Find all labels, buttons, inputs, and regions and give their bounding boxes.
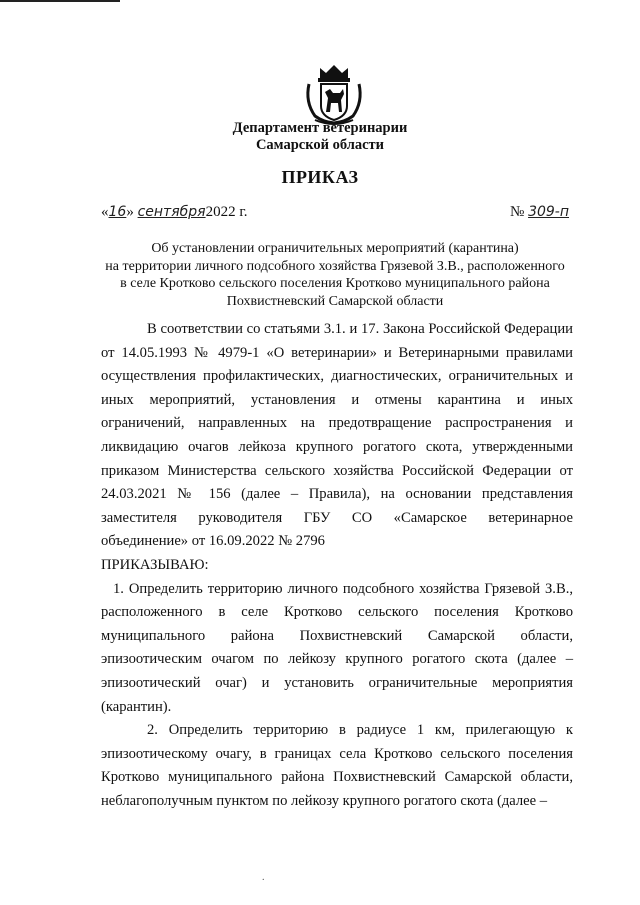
subject-line-1: Об установлении ограничительных мероприятий (карантина) — [151, 241, 519, 256]
subject-line-4: Похвистневский Самарской области — [226, 293, 444, 309]
page-mark: . — [262, 872, 265, 883]
department-name — [0, 120, 640, 154]
date-year: 2022 г. — [205, 204, 248, 220]
clause-2: 2. Определить территорию в радиусе 1 км, прилегающую к эпизоотическому очагу, в границах села Кротково сельского поселения Кротково муниципального района Похвистневский Самарской области, неблагополучным пунктом по лейкозу крупного рогатого скота (далее – — [101, 722, 573, 809]
order-word: ПРИКАЗЫВАЮ: — [101, 556, 209, 573]
date-month: сентября — [137, 204, 206, 220]
samara-coat-of-arms-icon — [303, 62, 365, 126]
preamble-paragraph: В соответствии со статьями 3.1. и 17. Закона Российской Федерации от 14.05.1993 № 4979-1 «О ветеринарии» и Ветеринарными правилами осуществления профилактических, диагностических, ограничительных и иных мероприятий, установления и отмены карантина и иных ограничений, направленных на предотвращение распространения и ликвидацию очагов лейкоза крупного рогатого скота, утвержденными приказом Министерства сельского хозяйства Российской Федерации от 24.03.2021 № 156 (далее – Правила), на основании представления заместителя руководителя ГБУ СО «Самарское ветеринарное объединение» от 16.09.2022 № 2796 — [101, 321, 573, 550]
order-number — [510, 204, 569, 221]
order-body — [101, 318, 573, 813]
date-day: 16 — [108, 204, 127, 220]
order-subject — [90, 240, 580, 310]
subject-line-2: на территории личного подсобного хозяйства Грязевой З.В., расположенного — [105, 258, 565, 274]
top-rule — [0, 0, 120, 2]
department-line-2: Самарской области — [255, 137, 385, 153]
clause-1: 1. Определить территорию личного подсобного хозяйства Грязевой З.В., расположенного в селе Кротково сельского поселения Кротково муниципального района Похвистневский Самарской области, эпизоотическим очагом по лейкозу крупного рогатого скота (далее – эпизоотический очаг) и установить ограничительные мероприятия (карантин). — [101, 580, 573, 715]
number-value: 309-п — [528, 204, 569, 220]
date-quote-open: « — [101, 204, 109, 220]
number-prefix: № — [510, 204, 525, 220]
page-title: ПРИКАЗ — [281, 167, 359, 187]
order-date — [101, 204, 248, 221]
subject-line-3: в селе Кротково сельского поселения Кротково муниципального района — [120, 276, 550, 291]
department-line-1: Департамент ветеринарии — [232, 120, 408, 136]
date-quote-close: » — [126, 204, 134, 220]
